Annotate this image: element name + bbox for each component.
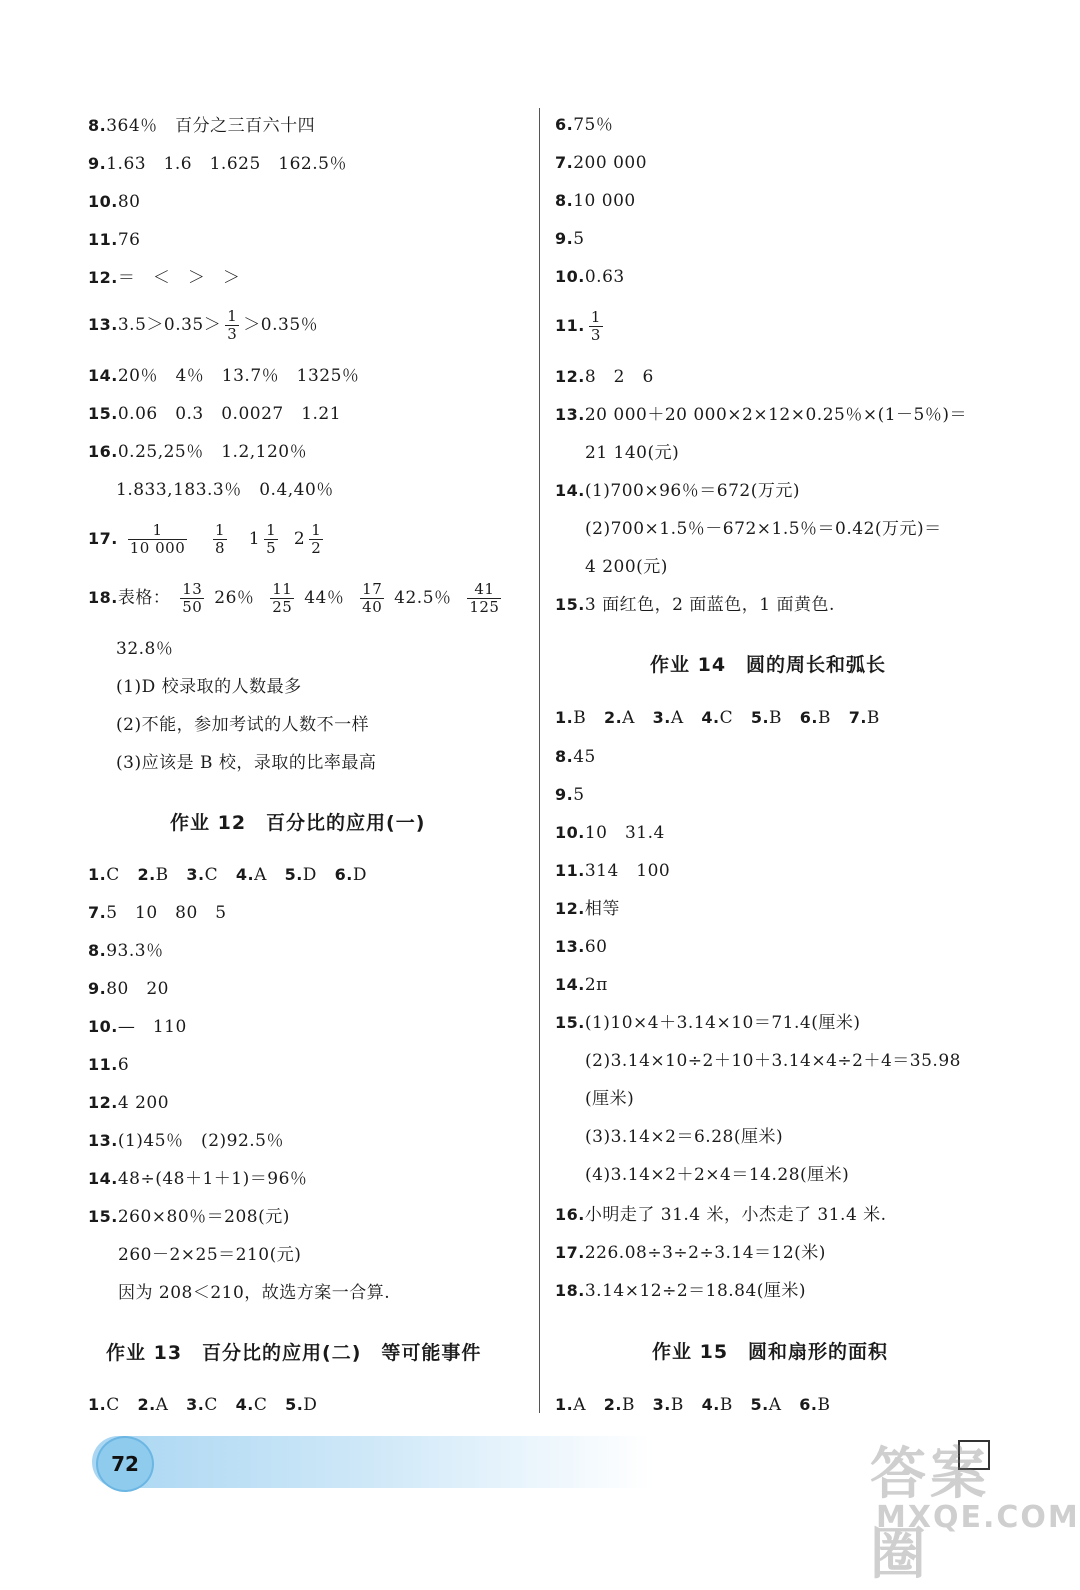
column-divider <box>539 108 540 1413</box>
answer-continuation: 21 140(元) <box>585 443 680 463</box>
section-heading: 作业 14 圆的周长和弧长 <box>650 654 887 676</box>
answer-item: 10.80 <box>88 192 141 212</box>
answer-item: 14.2π <box>555 975 608 995</box>
answer-item: 6.75％ <box>555 115 614 135</box>
answer-item: 14.(1)700×96％＝672(万元) <box>555 481 800 501</box>
section-heading: 作业 12 百分比的应用(一) <box>170 812 426 834</box>
fraction: $\frac{1}{3}$ <box>590 308 601 344</box>
fraction: $\frac{1}{3}$ <box>227 307 238 343</box>
answer-item: 15.3 面红色，2 面蓝色，1 面黄色. <box>555 595 835 615</box>
answer-item: 15.(1)10×4＋3.14×10＝71.4(厘米) <box>555 1013 861 1033</box>
fraction: $\frac{1}{2}$ <box>311 521 322 557</box>
answer-item: 7.200 000 <box>555 153 648 173</box>
answer-item: 14.48÷(48＋1＋1)＝96％ <box>88 1169 308 1189</box>
fraction: $\frac{17}{40}$ <box>362 580 383 616</box>
answer-item: 12.8 2 6 <box>555 367 654 387</box>
answer-item: 18.表格： $\frac{13}{50}$ 26％ $\frac{11}{25}$ 44％ $\frac{17}{40}$ 42.5％ $\frac{41}{125}$ <box>88 580 500 616</box>
answer-item: 9.5 <box>555 785 585 805</box>
answer-item: 12.相等 <box>555 899 620 919</box>
answer-item: 13.(1)45％ (2)92.5％ <box>88 1131 284 1151</box>
answer-item: 15.260×80％＝208(元) <box>88 1207 290 1227</box>
footer-band <box>92 1436 652 1488</box>
answer-continuation: (2)700×1.5％－672×1.5％＝0.42(万元)＝ <box>585 519 942 539</box>
answer-continuation: (厘米) <box>585 1089 635 1109</box>
fraction: $\frac{41}{125}$ <box>469 580 500 616</box>
fraction: $\frac{1}{8}$ <box>214 521 226 557</box>
answer-item: 11.76 <box>88 230 141 250</box>
answer-item: 18.3.14×12÷2＝18.84(厘米) <box>555 1281 807 1301</box>
answer-continuation: (2)不能，参加考试的人数不一样 <box>116 715 370 735</box>
answer-item: 8.364％ 百分之三百六十四 <box>88 116 316 136</box>
fraction: $\frac{13}{50}$ <box>182 580 203 616</box>
section-heading: 作业 15 圆和扇形的面积 <box>652 1341 889 1363</box>
answer-continuation: (3)3.14×2＝6.28(厘米) <box>585 1127 784 1147</box>
choice-answers-row: 1.B 2.A 3.A 4.C 5.B 6.B 7.B <box>555 708 880 728</box>
answer-item: 9.5 <box>555 229 585 249</box>
answer-item: 10.10 31.4 <box>555 823 665 843</box>
answer-item: 12.4 200 <box>88 1093 170 1113</box>
answer-continuation: 1.833,183.3％ 0.4,40％ <box>116 480 334 500</box>
page-number: 72 <box>96 1436 154 1492</box>
answer-continuation: (3)应该是 B 校，录取的比率最高 <box>116 753 377 773</box>
answer-item: 13.3.5＞0.35＞ $\frac{1}{3}$ ＞0.35％ <box>88 307 319 343</box>
answer-item: 8.10 000 <box>555 191 636 211</box>
answer-item: 16.0.25,25％ 1.2,120％ <box>88 442 308 462</box>
answer-item: 11.6 <box>88 1055 130 1075</box>
answer-continuation: 4 200(元) <box>585 557 668 577</box>
answer-continuation: 32.8％ <box>116 639 174 659</box>
answer-item: 11.314 100 <box>555 861 671 881</box>
answer-item: 7.5 10 80 5 <box>88 903 227 923</box>
answer-continuation: 因为 208＜210，故选方案一合算. <box>118 1283 391 1303</box>
fraction: $\frac{1}{10 000}$ <box>129 521 186 557</box>
answer-item: 8.93.3％ <box>88 941 164 961</box>
answer-continuation: (4)3.14×2＋2×4＝14.28(厘米) <box>585 1165 850 1185</box>
fraction: $\frac{1}{5}$ <box>266 521 277 557</box>
section-heading: 作业 13 百分比的应用(二) 等可能事件 <box>106 1342 482 1364</box>
answer-item: 8.45 <box>555 747 596 767</box>
answer-item: 9.1.63 1.6 1.625 162.5％ <box>88 154 347 174</box>
answer-item: 16.小明走了 31.4 米，小杰走了 31.4 米. <box>555 1205 887 1225</box>
choice-answers-row: 1.A 2.B 3.B 4.B 5.A 6.B <box>555 1395 831 1415</box>
answer-item: 14.20％ 4％ 13.7％ 1325％ <box>88 366 360 386</box>
answer-item: 13.20 000＋20 000×2×12×0.25％×(1－5％)＝ <box>555 405 967 425</box>
choice-answers-row: 1.C 2.B 3.C 4.A 5.D 6.D <box>88 865 367 885</box>
answer-item: 17.226.08÷3÷2÷3.14＝12(米) <box>555 1243 826 1263</box>
answer-item: 10.0.63 <box>555 267 625 287</box>
answer-item: 12.＝ ＜ ＞ ＞ <box>88 268 241 288</box>
answer-continuation: 260－2×25＝210(元) <box>118 1245 302 1265</box>
answer-item: 9.80 20 <box>88 979 169 999</box>
answer-item: 17. $\frac{1}{10 000}$ $\frac{1}{8}$ 1 $\frac{1}{5}$ 2 $\frac{1}{2}$ <box>88 521 322 557</box>
fraction: $\frac{11}{25}$ <box>272 580 293 616</box>
answer-item: 15.0.06 0.3 0.0027 1.21 <box>88 404 342 424</box>
answer-continuation: (2)3.14×10÷2＋10＋3.14×4÷2＋4＝35.98 <box>585 1051 961 1071</box>
answer-continuation: (1)D 校录取的人数最多 <box>116 677 302 697</box>
answer-item: 13.60 <box>555 937 608 957</box>
watermark-logo: 答案圈 MXQE.COM <box>870 1442 1080 1587</box>
choice-answers-row: 1.C 2.A 3.C 4.C 5.D <box>88 1395 318 1415</box>
answer-item: 11. $\frac{1}{3}$ <box>555 308 601 344</box>
answer-item: 10.— 110 <box>88 1017 187 1037</box>
